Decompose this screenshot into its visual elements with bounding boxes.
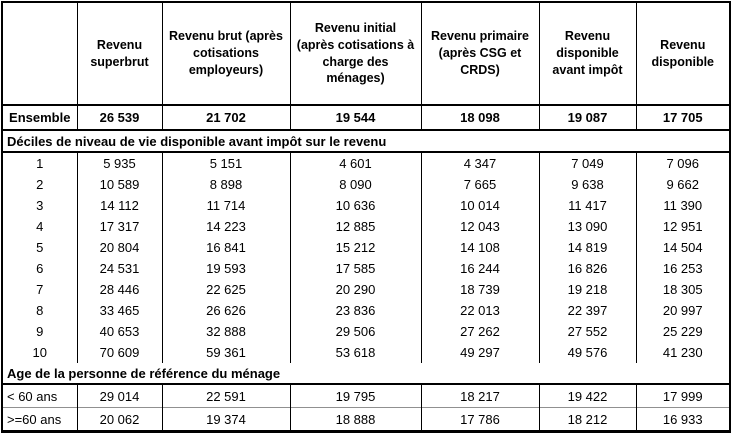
cell: 19 422 xyxy=(539,384,636,408)
cell: 41 230 xyxy=(636,342,730,363)
cell: 9 638 xyxy=(539,174,636,195)
column-header: Revenu primaire (après CSG et CRDS) xyxy=(421,2,539,105)
cell: 25 229 xyxy=(636,321,730,342)
cell: 4 347 xyxy=(421,152,539,174)
table-row xyxy=(2,174,730,195)
cell: 22 013 xyxy=(421,300,539,321)
cell: 10 636 xyxy=(290,195,421,216)
cell: 12 043 xyxy=(421,216,539,237)
section-title-row xyxy=(2,130,730,152)
cell: 8 898 xyxy=(162,174,290,195)
row-label: 5 xyxy=(2,237,77,258)
row-label: 4 xyxy=(2,216,77,237)
row-label: 3 xyxy=(2,195,77,216)
row-label: 9 xyxy=(2,321,77,342)
cell: 11 714 xyxy=(162,195,290,216)
cell: 18 305 xyxy=(636,279,730,300)
table-row xyxy=(2,384,730,408)
cell: 14 819 xyxy=(539,237,636,258)
cell: 20 997 xyxy=(636,300,730,321)
cell: 26 626 xyxy=(162,300,290,321)
cell: 49 576 xyxy=(539,342,636,363)
cell: 4 601 xyxy=(290,152,421,174)
cell: 12 951 xyxy=(636,216,730,237)
cell: 8 090 xyxy=(290,174,421,195)
cell: 9 662 xyxy=(636,174,730,195)
cell: 24 531 xyxy=(77,258,162,279)
column-header: Revenu brut (après cotisations employeurs) xyxy=(162,2,290,105)
cell: 17 705 xyxy=(636,105,730,130)
table-row xyxy=(2,216,730,237)
cell: 19 374 xyxy=(162,408,290,432)
table-row xyxy=(2,195,730,216)
row-label: < 60 ans xyxy=(2,384,77,408)
cell: 16 826 xyxy=(539,258,636,279)
cell: 19 087 xyxy=(539,105,636,130)
table-row xyxy=(2,279,730,300)
row-label: 8 xyxy=(2,300,77,321)
cell: 14 108 xyxy=(421,237,539,258)
cell: 19 544 xyxy=(290,105,421,130)
row-label: 7 xyxy=(2,279,77,300)
cell: 18 888 xyxy=(290,408,421,432)
section-title: Déciles de niveau de vie disponible avant impôt sur le revenu xyxy=(2,130,730,152)
row-label: 10 xyxy=(2,342,77,363)
cell: 12 885 xyxy=(290,216,421,237)
cell: 22 397 xyxy=(539,300,636,321)
table-row xyxy=(2,321,730,342)
cell: 20 062 xyxy=(77,408,162,432)
cell: 11 417 xyxy=(539,195,636,216)
cell: 10 589 xyxy=(77,174,162,195)
cell: 20 290 xyxy=(290,279,421,300)
cell: 29 506 xyxy=(290,321,421,342)
cell: 21 702 xyxy=(162,105,290,130)
cell: 27 262 xyxy=(421,321,539,342)
cell: 27 552 xyxy=(539,321,636,342)
section-title: Age de la personne de référence du ménage xyxy=(2,363,730,384)
cell: 18 739 xyxy=(421,279,539,300)
header-row xyxy=(2,2,730,105)
cell: 11 390 xyxy=(636,195,730,216)
column-header xyxy=(2,2,77,105)
cell: 17 317 xyxy=(77,216,162,237)
cell: 16 253 xyxy=(636,258,730,279)
cell: 40 653 xyxy=(77,321,162,342)
cell: 17 786 xyxy=(421,408,539,432)
table-row xyxy=(2,408,730,432)
cell: 18 217 xyxy=(421,384,539,408)
cell: 14 112 xyxy=(77,195,162,216)
row-label: Ensemble xyxy=(2,105,77,130)
cell: 22 625 xyxy=(162,279,290,300)
section-title-row xyxy=(2,363,730,384)
table-row xyxy=(2,342,730,363)
cell: 16 933 xyxy=(636,408,730,432)
table-row xyxy=(2,258,730,279)
cell: 16 841 xyxy=(162,237,290,258)
row-label: 1 xyxy=(2,152,77,174)
cell: 19 218 xyxy=(539,279,636,300)
cell: 23 836 xyxy=(290,300,421,321)
table-row xyxy=(2,152,730,174)
column-header: Revenu initial (après cotisations à charge des ménages) xyxy=(290,2,421,105)
cell: 7 096 xyxy=(636,152,730,174)
cell: 70 609 xyxy=(77,342,162,363)
column-header: Revenu disponible xyxy=(636,2,730,105)
cell: 13 090 xyxy=(539,216,636,237)
cell: 5 935 xyxy=(77,152,162,174)
cell: 22 591 xyxy=(162,384,290,408)
cell: 7 665 xyxy=(421,174,539,195)
cell: 15 212 xyxy=(290,237,421,258)
cell: 5 151 xyxy=(162,152,290,174)
row-label: 2 xyxy=(2,174,77,195)
cell: 10 014 xyxy=(421,195,539,216)
cell: 28 446 xyxy=(77,279,162,300)
row-label: 6 xyxy=(2,258,77,279)
table-row xyxy=(2,300,730,321)
income-table xyxy=(1,1,731,433)
cell: 19 593 xyxy=(162,258,290,279)
cell: 33 465 xyxy=(77,300,162,321)
cell: 20 804 xyxy=(77,237,162,258)
cell: 59 361 xyxy=(162,342,290,363)
column-header: Revenu disponible avant impôt xyxy=(539,2,636,105)
table-row xyxy=(2,237,730,258)
cell: 14 504 xyxy=(636,237,730,258)
cell: 29 014 xyxy=(77,384,162,408)
row-label: >=60 ans xyxy=(2,408,77,432)
cell: 17 585 xyxy=(290,258,421,279)
cell: 7 049 xyxy=(539,152,636,174)
cell: 16 244 xyxy=(421,258,539,279)
cell: 17 999 xyxy=(636,384,730,408)
cell: 18 212 xyxy=(539,408,636,432)
cell: 53 618 xyxy=(290,342,421,363)
cell: 19 795 xyxy=(290,384,421,408)
cell: 32 888 xyxy=(162,321,290,342)
cell: 26 539 xyxy=(77,105,162,130)
table-row xyxy=(2,105,730,130)
cell: 14 223 xyxy=(162,216,290,237)
cell: 18 098 xyxy=(421,105,539,130)
column-header: Revenu superbrut xyxy=(77,2,162,105)
cell: 49 297 xyxy=(421,342,539,363)
